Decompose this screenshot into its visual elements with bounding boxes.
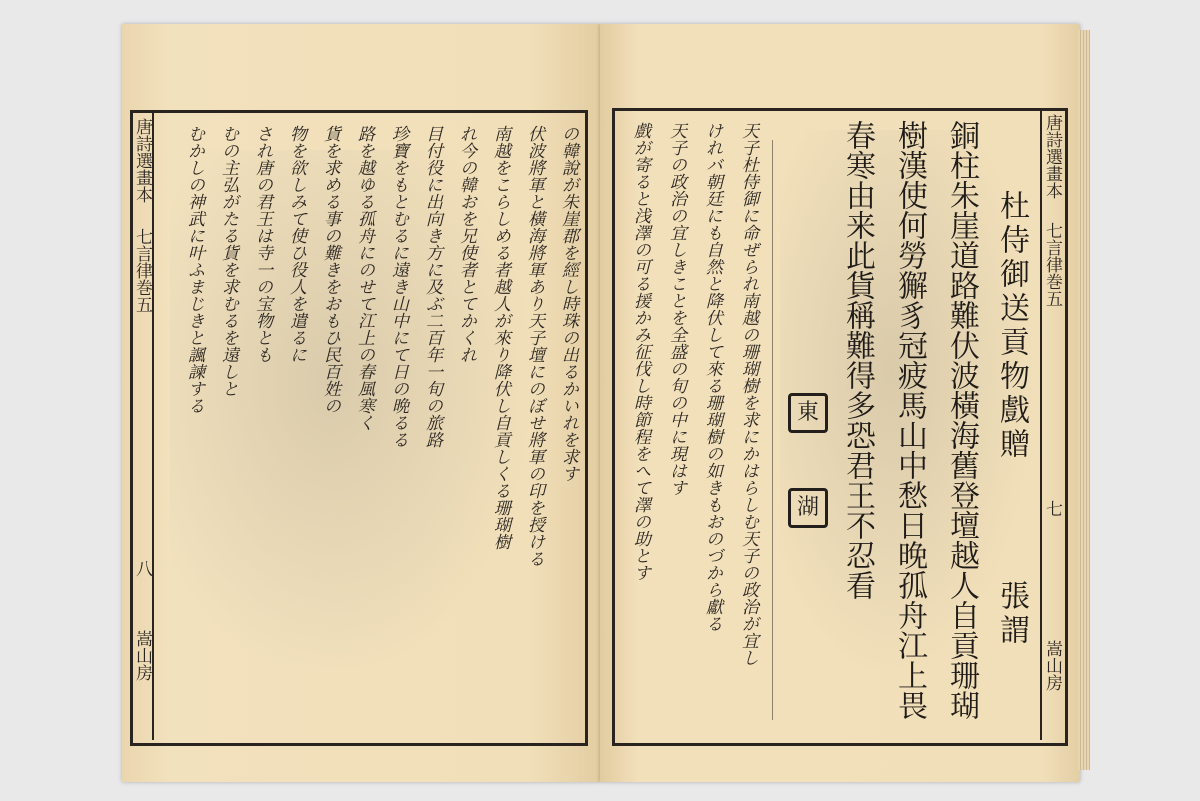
commentary-column: 天子杜侍御に命ぜられ南越の珊瑚樹を求にかはらしむ天子の政治が宜し xyxy=(738,122,758,666)
commentary-column: 物を欲しみて使ひ役人を遣るに xyxy=(286,125,306,363)
left-publisher: 嵩山房 xyxy=(132,630,152,681)
left-page-number: 八 xyxy=(132,560,152,577)
poet-name: 張謂 xyxy=(994,580,1029,648)
commentary-column: けれバ朝廷にも自然と降伏して來る珊瑚樹の如きもおのづから獻る xyxy=(702,122,722,632)
commentary-column: 戲が寄ると浅澤の可る援かみ征伐し時節程をへて澤の助とす xyxy=(630,122,650,581)
poem-line: 春寒由来此貨稱難得多恐君王不忍看 xyxy=(840,120,875,600)
commentary-column: むかしの神武に叶ふまじきと諷諫する xyxy=(184,125,204,414)
right-page-number: 七 xyxy=(1042,500,1062,517)
left-margin-section: 七言律巻五 xyxy=(132,228,152,313)
commentary-column: 珍寶をもとむるに遠き山中にて日の晩るる xyxy=(388,125,408,448)
commentary-column: むの主弘がたる貨を求むるを遠しと xyxy=(218,125,238,397)
poem-line: 樹漢使何勞獬豸冠疲馬山中愁日晚孤舟江上畏 xyxy=(892,120,927,720)
right-margin-section: 七言律巻五 xyxy=(1042,222,1062,307)
commentary-column: 貨を求める事の難きをおもひ民百姓の xyxy=(320,125,340,414)
left-margin-title: 唐詩選畫本 xyxy=(132,118,152,203)
poem-line: 銅柱朱崖道路難伏波橫海舊登壇越人自貢珊瑚 xyxy=(944,120,979,720)
right-margin-title: 唐詩選畫本 xyxy=(1042,114,1062,199)
commentary-column: 南越をこらしめる者越人が來り降伏し自貢しくる珊瑚樹 xyxy=(490,125,510,550)
commentary-column: 伏波將軍と橫海將軍あり天子壇にのぼせ將軍の印を授ける xyxy=(524,125,544,567)
commentary-column: れ今の韓おを兄使者とてかくれ xyxy=(456,125,476,363)
commentary-column: の韓說が朱崖郡を經し時珠の出るかいれを求す xyxy=(558,125,578,482)
commentary-column: され唐の君王は寺一の宝物とも xyxy=(252,125,272,363)
poem-title: 杜侍御送貢物戲贈 xyxy=(994,190,1029,462)
commentary-column: 目付役に出向き方に及ぶ二百年一旬の旅路 xyxy=(422,125,442,448)
commentary-column: 天子の政治の宜しきことを全盛の旬の中に現はす xyxy=(666,122,686,496)
page-edges xyxy=(1078,30,1090,770)
seal-stamp: 東 xyxy=(788,393,828,433)
seal-stamp: 湖 xyxy=(788,488,828,528)
commentary-column: 路を越ゆる孤舟にのせて江上の春風寒く xyxy=(354,125,374,431)
right-publisher: 嵩山房 xyxy=(1042,640,1062,691)
